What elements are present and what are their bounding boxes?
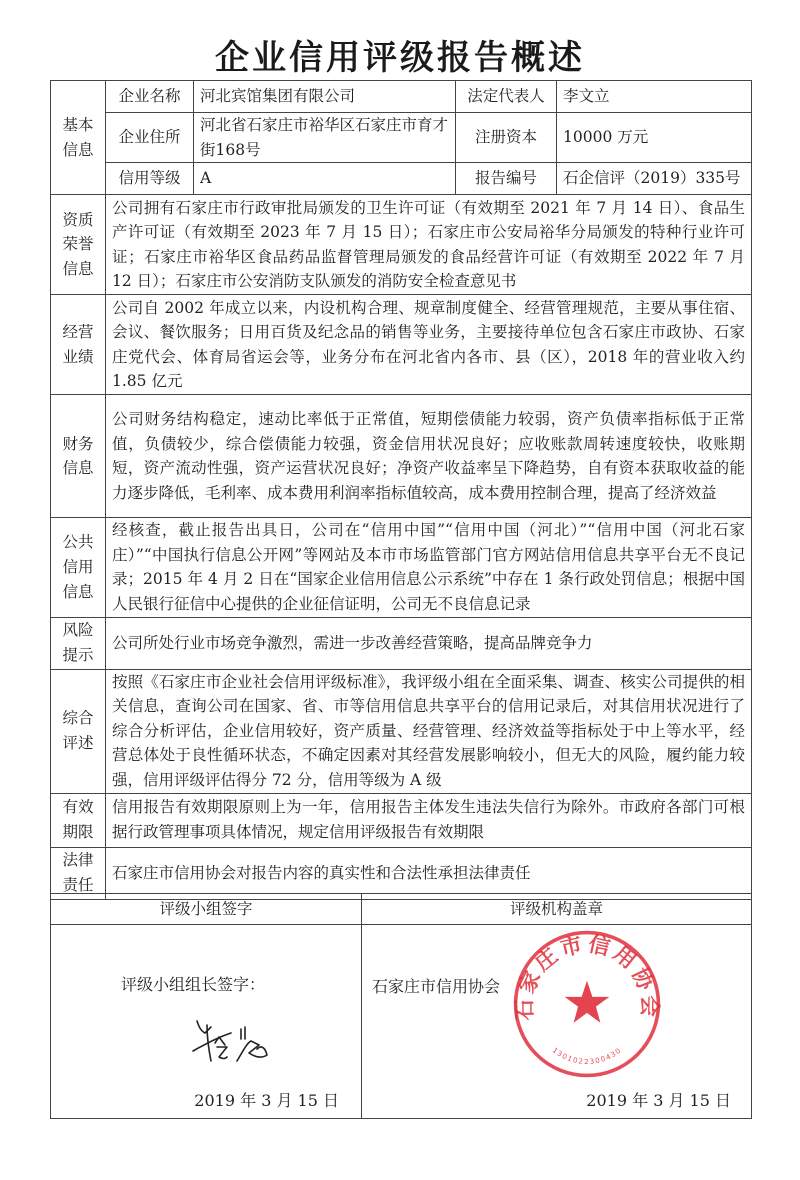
org-seal-header: 评级机构盖章 — [362, 894, 752, 925]
section-label-text: 法律责任 — [62, 851, 94, 895]
field-label: 信用等级 — [106, 163, 194, 195]
report-number-value: 石企信评（2019）335号 — [557, 163, 752, 195]
basic-row-address — [51, 113, 752, 163]
field-label: 注册资本 — [456, 113, 557, 163]
section-row — [51, 518, 752, 617]
section-row — [51, 793, 752, 847]
section-row — [51, 395, 752, 518]
field-label: 企业住所 — [106, 113, 194, 163]
section-text: 信用报告有效期限原则上为一年，信用报告主体发生违法失信行为除外。市政府各部门可根据行政管理事项具体情况，规定信用评级报告有效期限 — [106, 793, 752, 847]
section-label — [51, 295, 106, 395]
org-seal-cell — [362, 925, 752, 1119]
section-label — [51, 669, 106, 793]
org-name: 石家庄市信用协会 — [372, 977, 501, 996]
team-signature-cell — [51, 925, 362, 1119]
seal-ring-text: 石家庄市信用协会 — [512, 931, 662, 1021]
section-row — [51, 617, 752, 669]
section-label — [51, 518, 106, 617]
basic-row-rating — [51, 163, 752, 195]
section-row — [51, 295, 752, 395]
section-row — [51, 195, 752, 295]
section-text: 经核查，截止报告出具日，公司在“信用中国”“信用中国（河北）”“信用中国（河北石家庄）”“中国执行信息公开网”等网站及本市市场监管部门官方网站信用信息共享平台无不良记录；2015 年 4 月 2 日在“国家企业信用信息公示系统”中存在 1 条行政处罚信息；根据中国人民银行征信中心提供的企业征信证明，公司无不良信息记录 — [106, 518, 752, 617]
section-text: 公司自 2002 年成立以来，内设机构合理、规章制度健全、经营管理规范，主要从事住宿、会议、餐饮服务；日用百货及纪念品的销售等业务，主要接待单位包含石家庄市政协、石家庄党代会、体育局省运会等，业务分布在河北省内各市、县（区），2018 年的营业收入约 1.85 亿元 — [106, 295, 752, 395]
company-name-value: 河北宾馆集团有限公司 — [194, 81, 456, 113]
star-icon — [565, 981, 610, 1023]
team-signature-header: 评级小组签字 — [51, 894, 362, 925]
section-text: 公司财务结构稳定，速动比率低于正常值，短期偿债能力较弱，资产负债率指标低于正常值，负债较少，综合偿债能力较强，资金信用状况良好；应收账款周转速度较快，收账期短，资产流动性强，资产运营状况良好；净资产收益率呈下降趋势，自有资本获取收益的能力逐步降低，毛利率、成本费用利润率指标值较高，成本费用控制合理，提高了经济效益 — [106, 395, 752, 518]
section-text: 公司所处行业市场竞争激烈，需进一步改善经营策略，提高品牌竞争力 — [106, 617, 752, 669]
team-signature-date: 2019 年 3 月 15 日 — [194, 1091, 339, 1111]
field-label: 法定代表人 — [456, 81, 557, 113]
capital-value: 10000 万元 — [557, 113, 752, 163]
section-label — [51, 195, 106, 295]
section-row — [51, 847, 752, 899]
legal-rep-value: 李文立 — [557, 81, 752, 113]
section-label-text: 风险提示 — [62, 621, 94, 665]
section-label-text: 财务信息 — [62, 434, 94, 478]
page-title: 企业信用评级报告概述 — [215, 38, 585, 78]
section-label-text: 经营业绩 — [62, 323, 94, 366]
credit-grade-value: A — [194, 163, 456, 195]
section-label — [51, 847, 106, 899]
section-label-basic-info — [51, 81, 106, 195]
leader-signature-label: 评级小组组长签字： — [121, 975, 266, 994]
section-text: 石家庄市信用协会对报告内容的真实性和合法性承担法律责任 — [106, 847, 752, 899]
basic-row-company-name — [51, 81, 752, 113]
section-label-text: 公共信用信息 — [62, 533, 94, 601]
section-text: 公司拥有石家庄市行政审批局颁发的卫生许可证（有效期至 2021 年 7 月 14 日）、食品生产许可证（有效期至 2023 年 7 月 15 日）；石家庄市公安局裕华分局颁发的特种行业许可证；石家庄市裕华区食品药品监督管理局颁发的食品经营许可证（有效期至 2022 年 7 月 12 日）；石家庄市公安消防支队颁发的消防安全检查意见书 — [106, 195, 752, 295]
section-label — [51, 395, 106, 518]
section-label-text: 综合评述 — [62, 709, 94, 753]
svg-text:1301022300430 — [551, 1045, 624, 1066]
section-label — [51, 617, 106, 669]
official-seal — [512, 929, 662, 1079]
section-label — [51, 793, 106, 847]
field-label: 企业名称 — [106, 81, 194, 113]
report-table — [50, 80, 752, 900]
handwritten-signature — [189, 1017, 289, 1067]
section-label-text: 有效期限 — [62, 798, 94, 842]
seal-number: 1301022300430 — [550, 1045, 624, 1067]
address-value: 河北省石家庄市裕华区石家庄市育才街168号 — [194, 113, 456, 163]
section-label-text: 资质荣誉信息 — [62, 210, 94, 278]
field-label: 报告编号 — [456, 163, 557, 195]
section-label-text: 基本信息 — [62, 116, 94, 159]
section-row — [51, 669, 752, 793]
org-seal-date: 2019 年 3 月 15 日 — [586, 1091, 731, 1111]
section-text: 按照《石家庄市企业社会信用评级标准》，我评级小组在全面采集、调查、核实公司提供的相关信息，查询公司在国家、省、市等信用信息共享平台的信用记录后，对其信用状况进行了综合分析评估，企业信用较好，资产质量、经营管理、经济效益等指标处于中上等水平，经营总体处于良性循环状态，不确定因素对其经营发展影响较小，但无大的风险，履约能力较强，信用评级评估得分 72 分，信用等级为 A 级 — [106, 669, 752, 793]
signature-table — [50, 893, 752, 1119]
